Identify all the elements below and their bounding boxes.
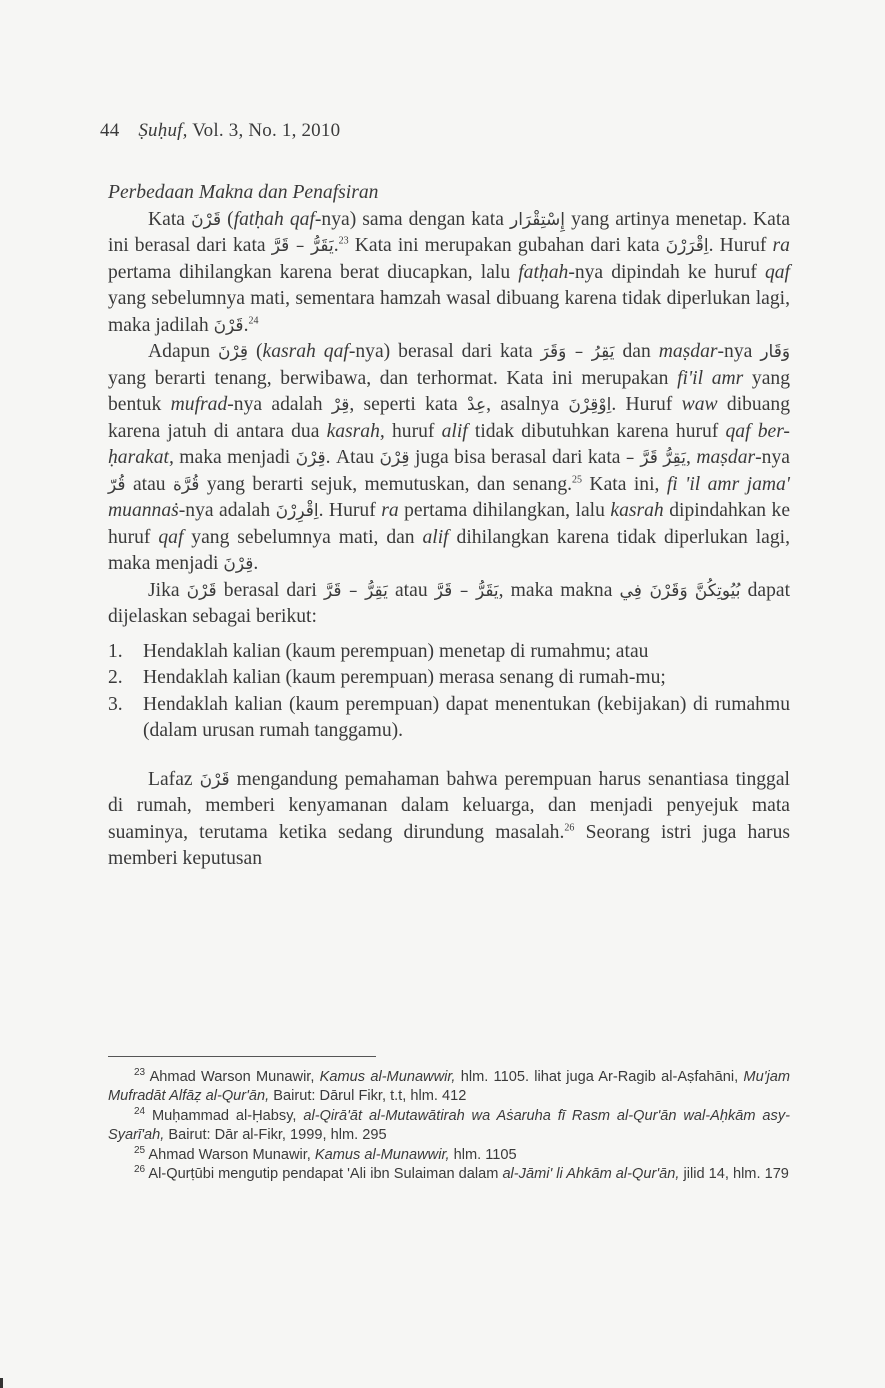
arabic-word: قِرْنَ [223, 554, 254, 574]
footnote-ref: 25 [572, 473, 583, 485]
arabic-word: قُرَّة [173, 474, 200, 495]
footnote-separator [108, 1056, 376, 1057]
paragraph-1: Kata قَرْنَ (fatḥah qaf-nya) sama dengan kata إِسْتِقْرَار yang artinya menetap. Kata ini berasal dari kata يَقَرُّ – قَرَّ.$^{23}$ Kata ini merupakan gubahan dari kata اِقْرَرْنَ. Huruf ra pertama dihilangkan karena berat diucapkan, lalu fatḥah-nya dipindah ke huruf qaf yang sebelumnya mati, sementara hamzah wasal dibuang karena tidak diperlukan lagi, maka jadilah قَرْنَ.$^{24}$ [108, 208, 791, 336]
arabic-word: قِرْ [331, 395, 350, 415]
main-text [108, 180, 790, 873]
arabic-word: اِقْرَرْنَ [665, 236, 709, 256]
meaning-list [108, 639, 790, 745]
footnote: $^{26}$ Al-Qurṭūbi mengutip pendapat 'Ali ibn Sulaiman dalam al-Jāmi' li Ahkām al-Qur'ān, jilid 14, hlm. 179 [134, 1164, 789, 1183]
scan-edge-mark [0, 1378, 3, 1388]
arabic-word: قَرْنَ [199, 769, 230, 790]
footnote: $^{24}$ Muḥammad al-Ḥabsy, al-Qirā'āt al-Mutawātirah wa Aṡaruha fī Rasm al-Qur'ān wal-Aḥkām asy-Syarī'ah, Bairut: Dār al-Fikr, 1999, hlm. 295 [108, 1105, 790, 1144]
arabic-word: قَرَّ – [625, 448, 658, 468]
arabic-word: يَقَرُّ – قَرَّ [434, 580, 499, 601]
arabic-word: قَرْنَ [191, 209, 222, 230]
journal-name: Ṣuḥuf, [138, 120, 188, 141]
footnote-ref: 23 [338, 235, 349, 247]
arabic-word: قَرْنَ [186, 580, 217, 601]
footnotes [108, 1068, 790, 1184]
list-item: 3. Hendaklah kalian (kaum perempuan) dapat menentukan (kebijakan) di rumahmu (dalam urusan rumah tanggamu). [108, 693, 790, 741]
journal-issue: Vol. 3, No. 1, 2010 [192, 120, 341, 141]
list-item: 2. Hendaklah kalian (kaum perempuan) merasa senang di rumah-mu; [108, 667, 666, 688]
arabic-word: قَرْنَ [213, 315, 244, 336]
running-head [100, 120, 340, 142]
arabic-word: يَقِرُ – وَقَرَ [540, 342, 615, 362]
arabic-word: وَقَار [760, 342, 791, 362]
arabic-word: يَقِرُّ [663, 448, 686, 468]
arabic-word: قِرْنَ [295, 448, 326, 468]
arabic-word: قُرّ [108, 474, 126, 495]
arabic-word: يَقِرُّ – قَرَّ [323, 580, 388, 601]
arabic-word: قِرْنَ [379, 448, 410, 468]
footnote-ref: 26 [564, 821, 575, 833]
arabic-word: اِوْقِرْنَ [568, 395, 612, 415]
arabic-word: يَقَرُّ – قَرَّ [271, 236, 334, 256]
footnote-ref: 24 [248, 314, 259, 326]
arabic-word: وَقَرْنَ فِي [619, 580, 688, 601]
list-item: 1. Hendaklah kalian (kaum perempuan) menetap di rumahmu; atau [108, 640, 649, 662]
arabic-word: قِرْنَ [218, 342, 249, 362]
paragraph-3: Jika قَرْنَ berasal dari يَقِرُّ – قَرَّ atau يَقَرُّ – قَرَّ, maka makna وَقَرْنَ فِي بُيُوتِكُنَّ dapat dijelaskan sebagai berikut: [108, 579, 791, 627]
footnote: $^{25}$ Ahmad Warson Munawir, Kamus al-Munawwir, hlm. 1105 [134, 1144, 517, 1163]
footnote: $^{23}$ Ahmad Warson Munawir, Kamus al-Munawwir, hlm. 1105. lihat juga Ar-Ragib al-Aṣfahāni, Mu'jam Mufradāt Alfāẓ al-Qur'ān, Bairut: Dārul Fikr, t.t, hlm. 412 [108, 1067, 790, 1105]
arabic-word: اِقْرِرْنَ [275, 501, 319, 521]
paragraph-4: Lafaz قَرْنَ mengandung pemahaman bahwa perempuan harus senantiasa tinggal di rumah, memberi kenyamanan dalam keluarga, dan menjadi penyejuk mata suaminya, terutama ketika sedang dirundung masalah.$^{26}$ Seorang istri juga harus memberi keputusan [108, 768, 790, 869]
arabic-word: إِسْتِقْرَار [509, 209, 565, 230]
arabic-word: عِدْ [467, 395, 487, 415]
page-number: 44 [100, 120, 120, 141]
paragraph-2: Adapun قِرْنَ (kasrah qaf-nya) berasal dari kata يَقِرُ – وَقَرَ dan maṣdar-nya وَقَار yang berarti tenang, berwibawa, dan terhormat. Kata ini merupakan fi'il amr yang bentuk mufrad-nya adalah قِرْ, seperti kata عِدْ, asalnya اِوْقِرْنَ. Huruf waw dibuang karena jatuh di antara dua kasrah, huruf alif tidak dibutuhkan karena huruf qaf ber-ḥarakat, maka menjadi قِرْنَ. Atau قِرْنَ juga bisa berasal dari kata قَرَّ – يَقِرُّ, maṣdar-nya قُرّ atau قُرَّة yang berarti sejuk, memutuskan, dan senang.$^{25}$ Kata ini, fi 'il amr jama' muannaṡ-nya adalah اِقْرِرْنَ. Huruf ra pertama dihilangkan, lalu kasrah dipindahkan ke huruf qaf yang sebelumnya mati, dan alif dihilangkan karena tidak diperlukan lagi, maka menjadi قِرْنَ. [108, 341, 791, 574]
section-heading: Perbedaan Makna dan Penafsiran [108, 182, 379, 203]
arabic-word: بُيُوتِكُنَّ [694, 580, 741, 601]
